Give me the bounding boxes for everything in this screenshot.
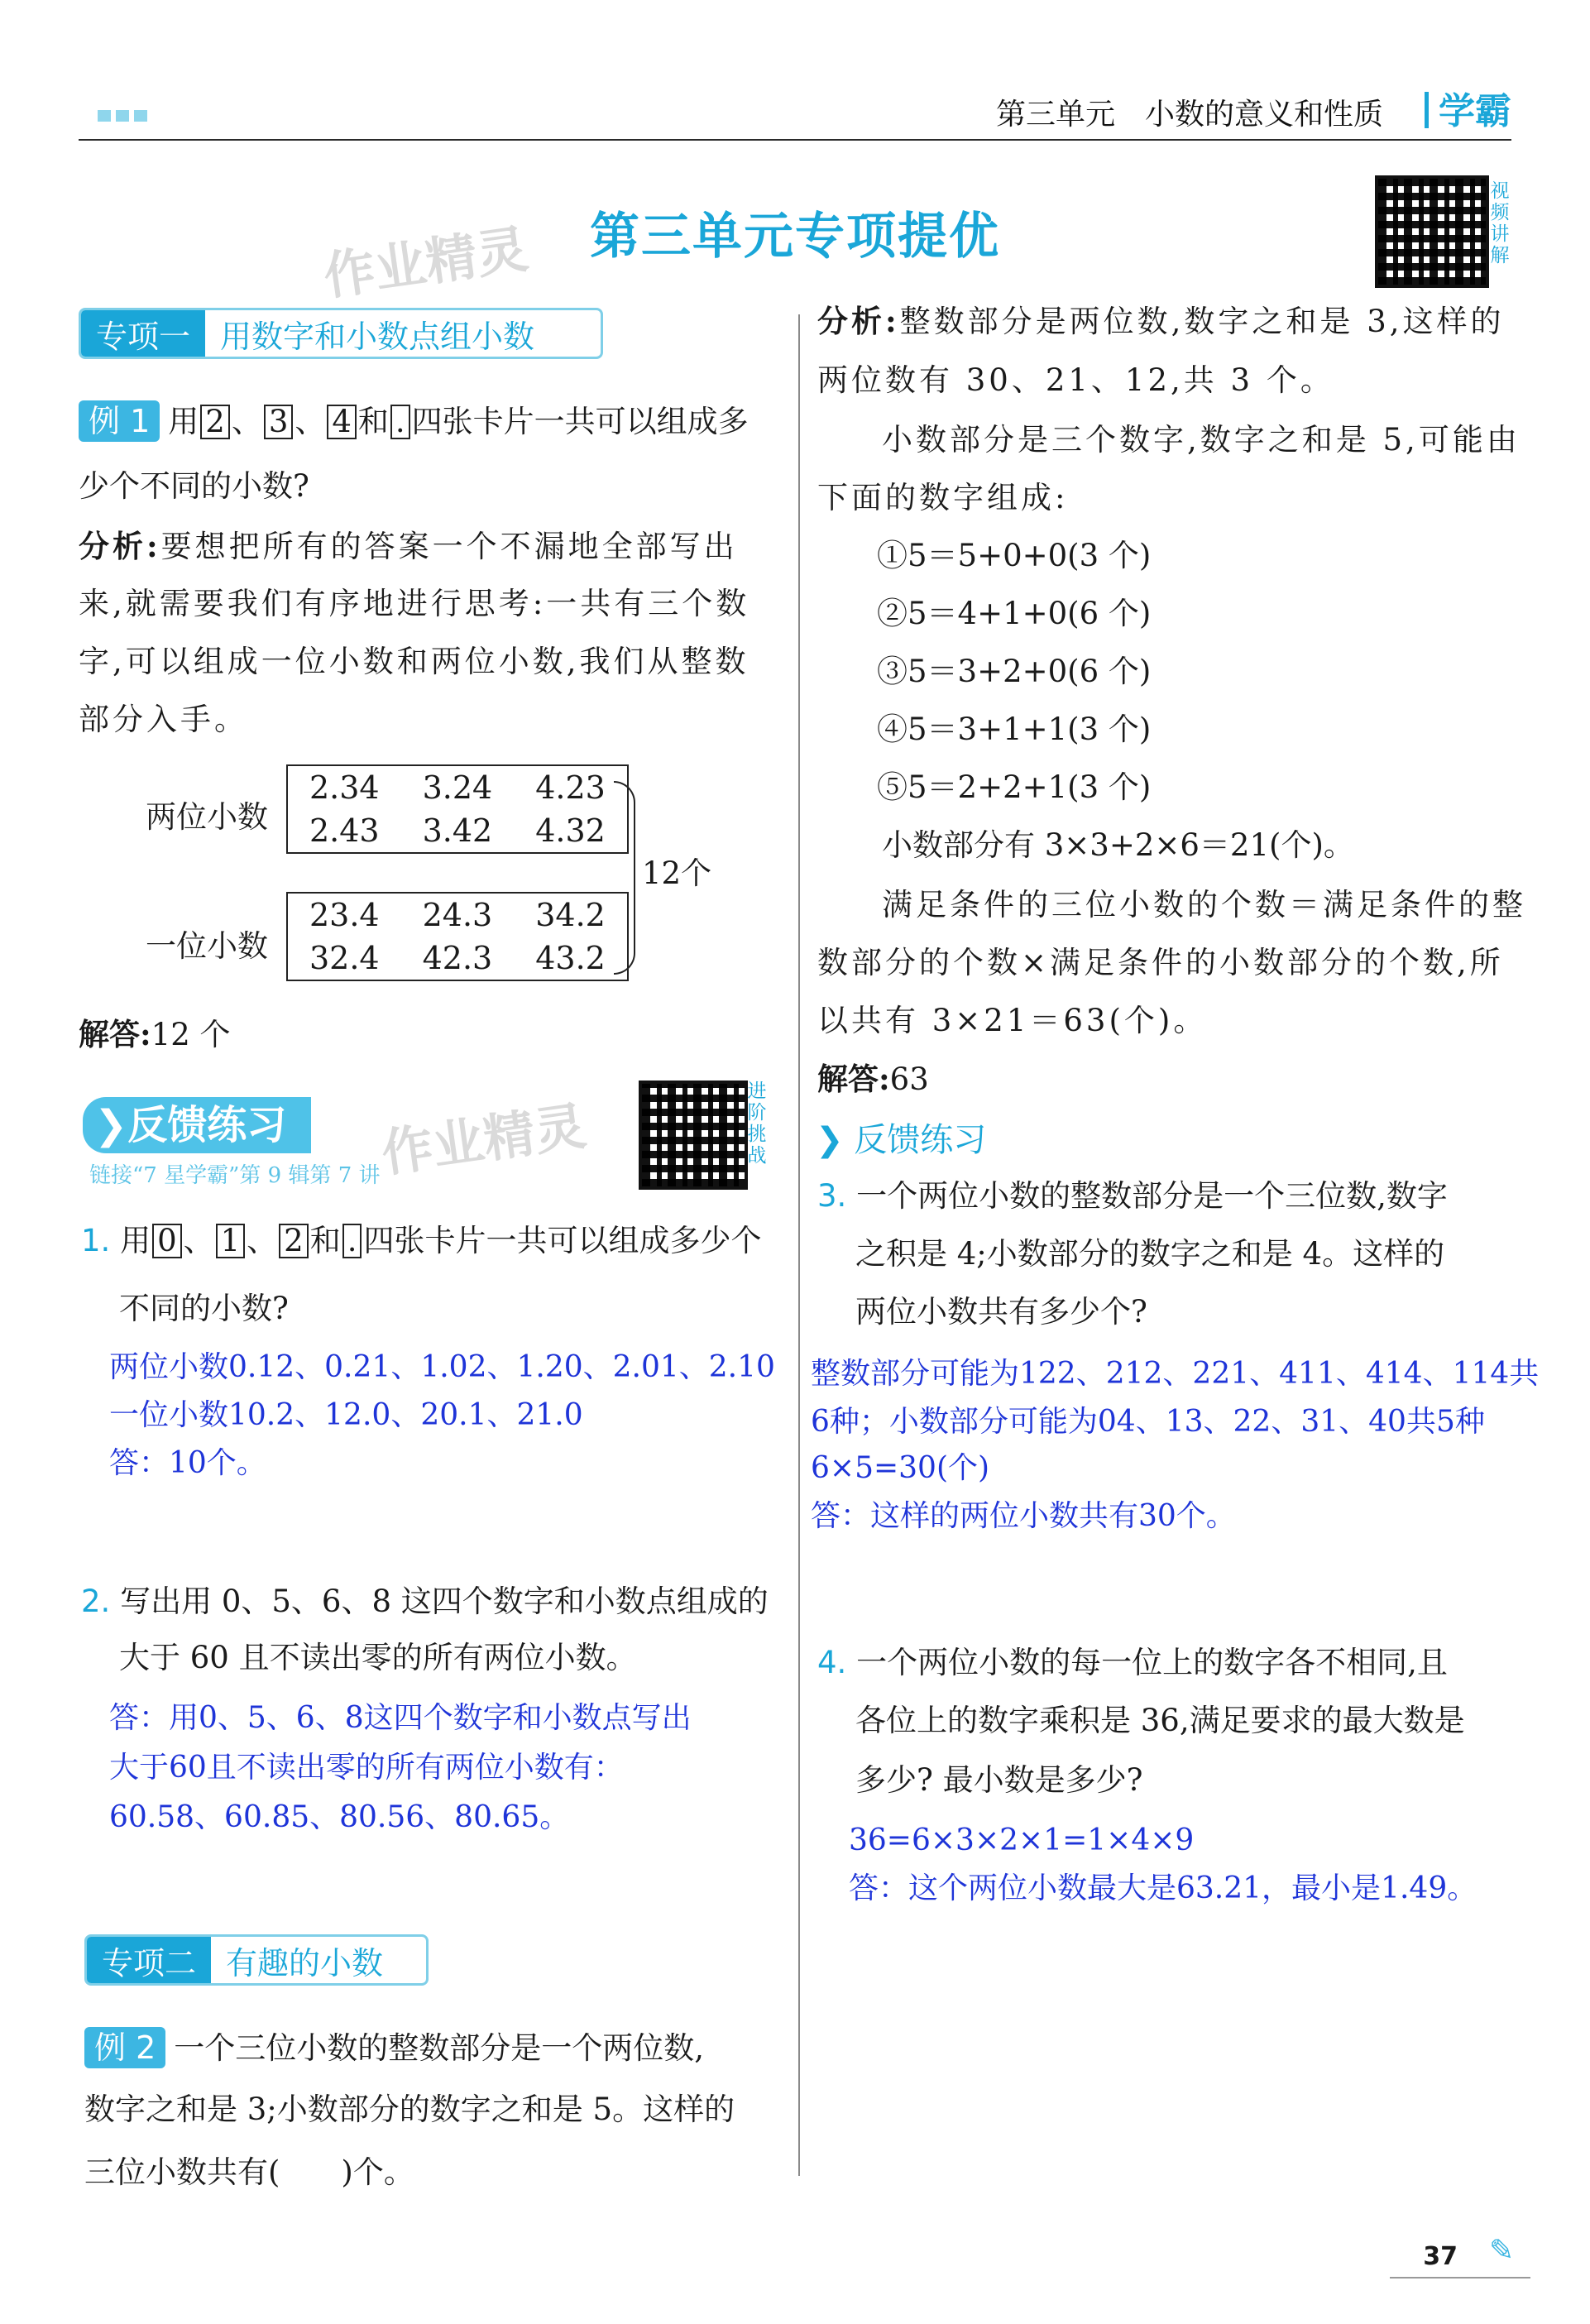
card: 2 — [279, 1224, 309, 1258]
analysis-line: 字,可以组成一位小数和两位小数,我们从整数 — [79, 644, 750, 679]
analysis-line: 两位数有 30、21、12,共 3 个。 — [817, 362, 1334, 398]
case-item: ②5＝4+1+0(6 个) — [877, 596, 1152, 631]
column-divider — [798, 314, 800, 2176]
example1-answer: 解答:12 个 — [79, 1016, 231, 1052]
example2-tag: 例 2 — [84, 2027, 165, 2068]
one-digit-label: 一位小数 — [146, 928, 268, 964]
card: . — [342, 1224, 362, 1258]
card: 0 — [152, 1224, 182, 1258]
card: 3 — [264, 405, 294, 439]
answer-handwritten: 6×5=30(个) — [811, 1451, 990, 1485]
question-2-line2: 大于 60 且不读出零的所有两位小数。 — [119, 1640, 637, 1675]
example1-line2: 少个不同的小数? — [79, 468, 309, 504]
answer-handwritten: 60.58、60.85、80.56、80.65。 — [109, 1800, 570, 1834]
topic2-tag: 专项二 — [87, 1937, 211, 1983]
card: 2 — [200, 405, 230, 439]
question-1: 1. 用 0 、 1 、 2 和 . 四张卡片一共可以组成多少个 — [81, 1223, 762, 1258]
case-item: ①5＝5+0+0(3 个) — [877, 538, 1152, 573]
answer-handwritten: 6种；小数部分可能为04、13、22、31、40共5种 — [811, 1405, 1485, 1439]
example1-analysis: 分析:要想把所有的答案一个不漏地全部写出 — [79, 528, 738, 564]
case-item: ④5＝3+1+1(3 个) — [877, 712, 1152, 747]
qr-label-challenge: 进 阶 挑 战 — [747, 1081, 767, 1167]
answer-handwritten: 答：这样的两位小数共有30个。 — [811, 1499, 1236, 1533]
question-3: 3. 一个两位小数的整数部分是一个三位数,数字 — [817, 1178, 1448, 1214]
qr-code-video[interactable] — [1375, 175, 1489, 288]
two-digit-table: 2.34 3.24 4.23 2.43 3.42 4.32 — [286, 764, 629, 854]
question-1-line2: 不同的小数? — [119, 1291, 289, 1326]
watermark: 作业精灵 — [377, 1095, 590, 1184]
analysis-line: 小数部分有 3×3+2×6＝21(个)。 — [882, 827, 1354, 863]
analysis-line: 以共有 3×21＝63(个)。 — [817, 1003, 1208, 1038]
case-item: ⑤5＝2+2+1(3 个) — [877, 769, 1152, 805]
topic1-title: 用数字和小数点组小数 — [220, 318, 535, 355]
answer-handwritten: 一位小数10.2、12.0、20.1、21.0 — [109, 1398, 583, 1432]
example2-line1: 例 2 一个三位小数的整数部分是一个两位数, — [84, 2019, 704, 2078]
question-3-line: 两位小数共有多少个? — [855, 1294, 1147, 1330]
analysis-line: 下面的数字组成: — [817, 480, 1069, 515]
page-title: 第三单元专项提优 — [590, 208, 1000, 266]
analysis-line: 小数部分是三个数字,数字之和是 5,可能由 — [882, 422, 1521, 458]
feedback-link[interactable]: 链接“7 星学霸”第 9 辑第 7 讲 — [89, 1163, 381, 1188]
topic1-tag: 专项一 — [81, 310, 205, 357]
answer-handwritten: 答：用0、5、6、8这四个数字和小数点写出 — [109, 1701, 692, 1735]
topic2-header — [84, 1934, 429, 1986]
two-digit-label: 两位小数 — [146, 799, 268, 835]
feedback-header — [83, 1097, 311, 1153]
unit-title: 第三单元 小数的意义和性质 — [995, 98, 1383, 132]
card: 1 — [216, 1224, 246, 1258]
example1-tag: 例 1 — [79, 400, 160, 442]
footer-rule — [1390, 2277, 1530, 2278]
total-count: 12个 — [642, 855, 712, 891]
brace — [614, 781, 635, 975]
qr-label-video: 视 频 讲 解 — [1490, 180, 1510, 266]
topic2-title: 有趣的小数 — [226, 1944, 384, 1981]
answer-handwritten: 大于60且不读出零的所有两位小数有： — [109, 1751, 624, 1785]
analysis-line: 满足条件的三位小数的个数＝满足条件的整 — [882, 887, 1526, 922]
right-answer: 解答:63 — [817, 1061, 929, 1097]
question-4: 4. 一个两位小数的每一位上的数字各不相同,且 — [817, 1645, 1448, 1680]
pencil-icon: ✎ — [1489, 2234, 1515, 2268]
one-digit-table: 23.4 24.3 34.2 32.4 42.3 43.2 — [286, 892, 629, 981]
answer-handwritten: 整数部分可能为122、212、221、411、414、114共 — [811, 1357, 1540, 1391]
question-3-line: 之积是 4;小数部分的数字之和是 4。这样的 — [855, 1236, 1445, 1272]
topic1-header — [79, 308, 603, 359]
example2-line3: 三位小数共有( )个。 — [84, 2154, 414, 2190]
answer-handwritten: 两位小数0.12、0.21、1.02、1.20、2.01、2.10 — [109, 1350, 775, 1384]
feedback-title: ❯反馈练习 — [83, 1097, 311, 1153]
page-number: 37 — [1423, 2242, 1458, 2271]
example1-line1: 例 1 用 2 、 3 、 4 和 . 四张卡片一共可以组成多 — [79, 392, 749, 452]
answer-handwritten: 答：这个两位小数最大是63.21，最小是1.49。 — [849, 1871, 1477, 1905]
feedback-title-right: ❯ 反馈练习 — [816, 1121, 987, 1159]
header-rule — [79, 139, 1511, 141]
analysis-line: 来,就需要我们有序地进行思考:一共有三个数 — [79, 586, 750, 621]
brand-logo: 学霸 — [1425, 81, 1511, 134]
header-decoration — [98, 109, 152, 125]
qr-code-challenge[interactable] — [639, 1081, 748, 1190]
card: 4 — [327, 405, 357, 439]
question-2: 2. 写出用 0、5、6、8 这四个数字和小数点组成的 — [81, 1584, 769, 1619]
question-4-line: 多少? 最小数是多少? — [855, 1762, 1143, 1798]
case-item: ③5＝3+2+0(6 个) — [877, 654, 1152, 689]
right-analysis: 分析:整数部分是两位数,数字之和是 3,这样的 — [817, 303, 1505, 339]
analysis-line: 部分入手。 — [79, 702, 248, 737]
analysis-line: 数部分的个数×满足条件的小数部分的个数,所 — [817, 945, 1504, 980]
question-4-line: 各位上的数字乘积是 36,满足要求的最大数是 — [855, 1703, 1465, 1738]
watermark: 作业精灵 — [319, 218, 532, 307]
card: . — [390, 405, 410, 439]
example2-line2: 数字之和是 3;小数部分的数字之和是 5。这样的 — [84, 2092, 735, 2127]
answer-handwritten: 36=6×3×2×1=1×4×9 — [849, 1823, 1195, 1857]
answer-handwritten: 答：10个。 — [109, 1446, 266, 1480]
